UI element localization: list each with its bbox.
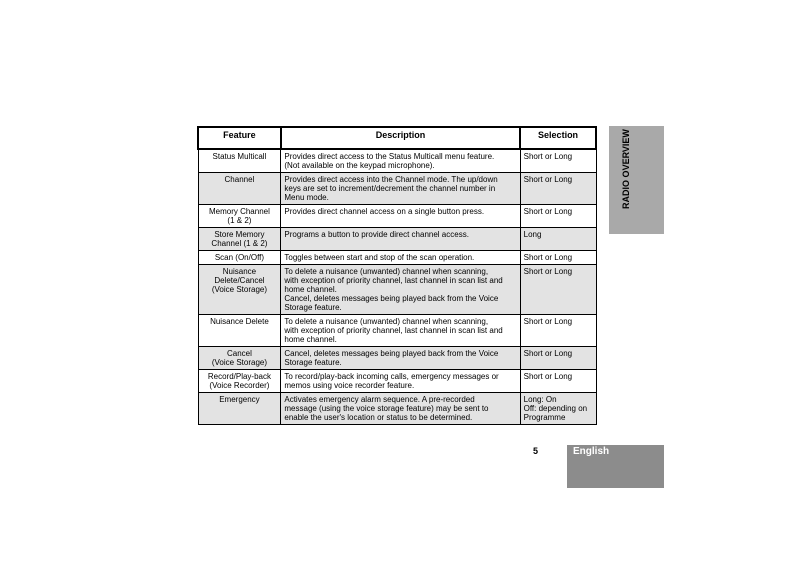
feature-cell-line: Emergency — [219, 395, 260, 404]
feature-cell-line: (Voice Storage) — [211, 285, 267, 294]
selection-cell-line: Short or Long — [523, 372, 573, 381]
description-cell-line: Provides direct access into the Channel mode. The up/down — [284, 175, 498, 184]
feature-cell — [198, 347, 281, 370]
description-cell-line: Menu mode. — [284, 193, 329, 202]
table-row — [198, 315, 596, 347]
description-cell-line: keys are set to increment/decrement the channel number in — [284, 184, 496, 193]
feature-cell-line: Nuisance — [222, 267, 257, 276]
table-row — [198, 370, 596, 393]
selection-cell — [520, 347, 596, 370]
description-cell — [281, 251, 520, 265]
feature-cell-line: (Voice Recorder) — [209, 381, 270, 390]
description-cell — [281, 173, 520, 205]
description-cell-line: home channel. — [284, 285, 337, 294]
selection-cell-line: Off: depending on — [523, 404, 588, 413]
description-cell-line: Storage feature. — [284, 303, 342, 312]
feature-cell-line: (1 & 2) — [227, 216, 252, 225]
header-selection: Selection — [520, 127, 596, 149]
selection-cell-line: Short or Long — [523, 175, 573, 184]
description-cell — [281, 370, 520, 393]
language-tab — [567, 445, 664, 488]
description-cell-line: message (using the voice storage feature) may be sent to — [284, 404, 489, 413]
description-cell-line: home channel. — [284, 335, 337, 344]
selection-cell — [520, 149, 596, 173]
selection-cell — [520, 251, 596, 265]
selection-cell-line: Short or Long — [523, 317, 573, 326]
selection-cell-line: Long: On — [523, 395, 557, 404]
description-cell-line: enable the user's location or status to be determined. — [284, 413, 473, 422]
selection-cell — [520, 228, 596, 251]
description-cell-line: Cancel, deletes messages being played back from the Voice — [284, 349, 499, 358]
description-cell — [281, 205, 520, 228]
selection-cell-line: Long — [523, 230, 542, 239]
table-row — [198, 173, 596, 205]
table-row — [198, 393, 596, 425]
selection-cell-line: Short or Long — [523, 253, 573, 262]
feature-cell-line: Nuisance Delete — [210, 317, 269, 326]
selection-cell — [520, 370, 596, 393]
description-cell-line: To record/play-back incoming calls, emergency messages or — [284, 372, 499, 381]
feature-cell-line: Scan (On/Off) — [214, 253, 265, 262]
feature-cell — [198, 393, 281, 425]
description-cell-line: To delete a nuisance (unwanted) channel when scanning, — [284, 267, 489, 276]
table-row — [198, 228, 596, 251]
table-row — [198, 347, 596, 370]
description-cell-line: memos using voice recorder feature. — [284, 381, 415, 390]
feature-cell-line: Status Multicall — [212, 152, 267, 161]
selection-cell — [520, 315, 596, 347]
selection-cell-line: Short or Long — [523, 267, 573, 276]
description-cell-line: Activates emergency alarm sequence. A pre-recorded — [284, 395, 475, 404]
feature-cell-line: Memory Channel — [208, 207, 270, 216]
feature-cell — [198, 251, 281, 265]
selection-cell — [520, 173, 596, 205]
table-row — [198, 265, 596, 315]
feature-cell — [198, 205, 281, 228]
description-cell-line: with exception of priority channel, last channel in scan list and — [284, 276, 503, 285]
description-cell — [281, 347, 520, 370]
feature-table — [197, 126, 597, 425]
selection-cell — [520, 205, 596, 228]
header-description: Description — [281, 127, 520, 149]
selection-cell-line: Short or Long — [523, 349, 573, 358]
feature-cell — [198, 370, 281, 393]
selection-cell-line: Short or Long — [523, 152, 573, 161]
description-cell-line: Cancel, deletes messages being played back from the Voice — [284, 294, 499, 303]
description-cell-line: Storage feature. — [284, 358, 342, 367]
table-body — [198, 149, 596, 425]
feature-cell-line: Channel — [224, 175, 255, 184]
table-header-row — [198, 127, 596, 149]
selection-cell-line: Programme — [523, 413, 566, 422]
description-cell — [281, 265, 520, 315]
description-cell-line: Toggles between start and stop of the scan operation. — [284, 253, 475, 262]
description-cell — [281, 149, 520, 173]
feature-cell-line: (Voice Storage) — [211, 358, 267, 367]
description-cell — [281, 393, 520, 425]
description-cell-line: with exception of priority channel, last channel in scan list and — [284, 326, 503, 335]
description-cell-line: Programs a button to provide direct channel access. — [284, 230, 469, 239]
feature-cell-line: Cancel — [226, 349, 252, 358]
description-cell — [281, 315, 520, 347]
table-row — [198, 205, 596, 228]
feature-cell-line: Delete/Cancel — [214, 276, 265, 285]
feature-cell-line: Store Memory — [214, 230, 265, 239]
description-cell-line: Provides direct access to the Status Multicall menu feature. — [284, 152, 495, 161]
header-feature: Feature — [198, 127, 281, 149]
table-row — [198, 251, 596, 265]
feature-cell — [198, 265, 281, 315]
feature-cell-line: Channel (1 & 2) — [211, 239, 268, 248]
selection-cell — [520, 265, 596, 315]
feature-cell — [198, 149, 281, 173]
page-number: 5 — [533, 446, 539, 456]
description-cell-line: To delete a nuisance (unwanted) channel when scanning, — [284, 317, 489, 326]
section-tab-label: RADIO OVERVIEW — [621, 129, 631, 209]
feature-cell-line: Record/Play-back — [207, 372, 271, 381]
language-label: English — [573, 446, 610, 457]
feature-cell — [198, 173, 281, 205]
section-side-tab — [609, 126, 664, 234]
selection-cell-line: Short or Long — [523, 207, 573, 216]
feature-cell — [198, 228, 281, 251]
description-cell — [281, 228, 520, 251]
description-cell-line: Provides direct channel access on a single button press. — [284, 207, 485, 216]
description-cell-line: (Not available on the keypad microphone). — [284, 161, 435, 170]
selection-cell — [520, 393, 596, 425]
feature-cell — [198, 315, 281, 347]
table-row — [198, 149, 596, 173]
